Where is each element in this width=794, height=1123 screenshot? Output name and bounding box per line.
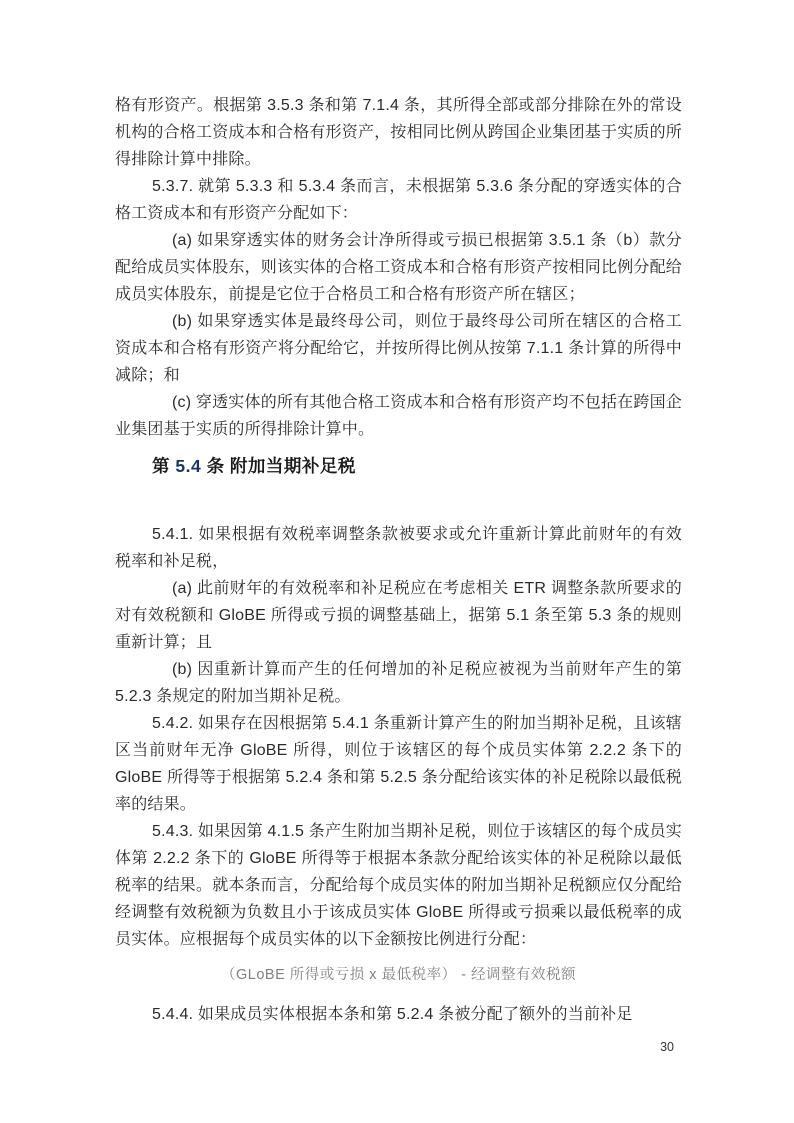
page-number: 30	[660, 1040, 674, 1054]
paragraph-5-3-7: 5.3.7. 就第 5.3.3 和 5.3.4 条而言，未根据第 5.3.6 条分配的穿透实体的合格工资成本和有形资产分配如下：	[115, 178, 682, 222]
paragraph-5-3-7-a: (a) 如果穿透实体的财务会计净所得或亏损已根据第 3.5.1 条（b）款分配给成员实体股东，则该实体的合格工资成本和合格有形资产按相同比例分配给成员实体股东，前提是它位于合格员工和合格有形资产所在辖区；	[115, 232, 683, 303]
paragraph-5-4-2: 5.4.2. 如果存在因根据第 5.4.1 条重新计算产生的附加当期补足税，且该辖区当前财年无净 GloBE 所得，则位于该辖区的每个成员实体第 2.2.2 条下的 GloBE 所得等于根据第 5.2.4 条和第 5.2.5 条分配给该实体的补足税除以最低税率的结果。	[115, 715, 682, 813]
paragraph-5-4-1: 5.4.1. 如果根据有效税率调整条款被要求或允许重新计算此前财年的有效税率和补足税，	[115, 526, 682, 570]
paragraph-5-4-1-a: (a) 此前财年的有效税率和补足税应在考虑相关 ETR 调整条款所要求的对有效税额和 GloBE 所得或亏损的调整基础上，据第 5.1 条至第 5.3 条的规则重新计算；且	[115, 580, 682, 651]
heading-title: 条 附加当期补足税	[201, 456, 356, 476]
paragraph-5-3-7-b: (b) 如果穿透实体是最终母公司，则位于最终母公司所在辖区的合格工资成本和合格有形资产将分配给它，并按所得比例从按第 7.1.1 条计算的所得中减除；和	[115, 313, 682, 384]
paragraph-5-4-1-b: (b) 因重新计算而产生的任何增加的补足税应被视为当前财年产生的第 5.2.3 条规定的附加当期补足税。	[115, 661, 682, 705]
paragraph-5-3-7-c: (c) 穿透实体的所有其他合格工资成本和合格有形资产均不包括在跨国企业集团基于实质的所得排除计算中。	[115, 394, 682, 438]
paragraph-continuation: 格有形资产。根据第 3.5.3 条和第 7.1.4 条，其所得全部或部分排除在外的常设机构的合格工资成本和合格有形资产，按相同比例从跨国企业集团基于实质的所得排除计算中排除。	[115, 97, 683, 168]
paragraph-5-4-3: 5.4.3. 如果因第 4.1.5 条产生附加当期补足税，则位于该辖区的每个成员实体第 2.2.2 条下的 GloBE 所得等于根据本条款分配给该实体的补足税除以最低税率的结果。就本条而言，分配给每个成员实体的附加当期补足税额应仅分配给经调整有效税额为负数且小于该成员实体 GloBE 所得或亏损乘以最低税率的成员实体。应根据每个成员实体的以下金额按比例进行分配：	[115, 823, 683, 948]
heading-prefix: 第	[152, 456, 176, 476]
heading-article-number: 5.4	[175, 456, 202, 476]
paragraph-5-4-4: 5.4.4. 如果成员实体根据本条和第 5.2.4 条被分配了额外的当前补足	[152, 1006, 633, 1023]
section-heading-5-4	[115, 453, 682, 478]
formula-top-up-tax-allocation: （GLoBE 所得或亏损 x 最低税率） - 经调整有效税额	[221, 967, 576, 983]
